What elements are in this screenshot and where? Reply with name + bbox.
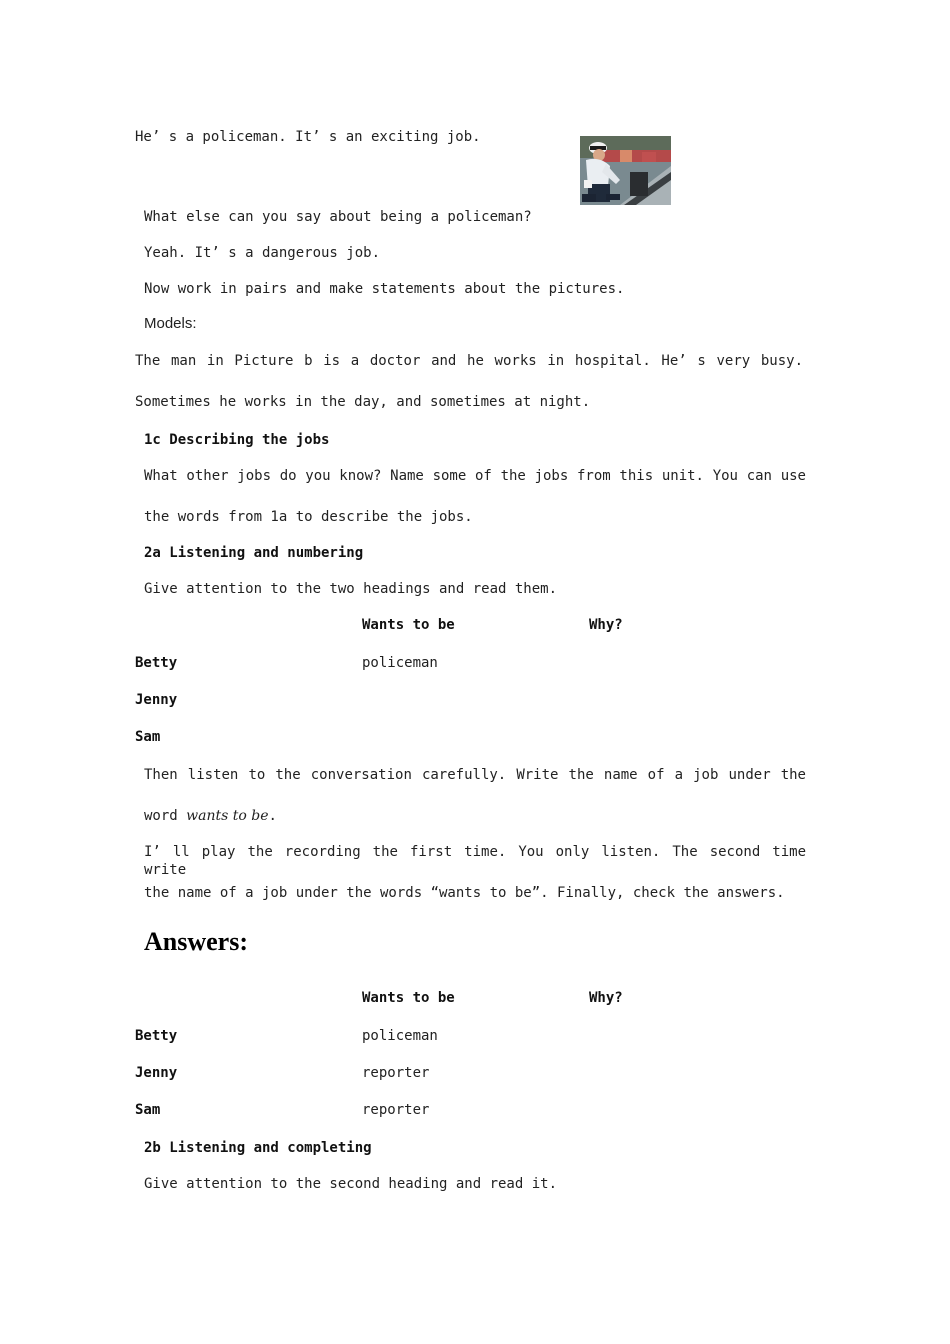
paragraph-1-word: word <box>144 808 187 824</box>
question-line: What else can you say about being a policeman? <box>144 209 532 225</box>
column-header-wants: Wants to be <box>362 617 455 633</box>
table-row-name: Betty <box>135 655 178 671</box>
paragraph-1-period: . <box>268 808 277 824</box>
table-row-name: Sam <box>135 1102 161 1118</box>
table-row-wants: reporter <box>362 1102 430 1118</box>
column-header-why: Why? <box>589 617 623 633</box>
column-header-wants: Wants to be <box>362 990 455 1006</box>
section-1c-line-1: What other jobs do you know? Name some of the jobs from this unit. You can use <box>144 468 806 484</box>
paragraph-2-line-2: the name of a job under the words “wants to be”. Finally, check the answers. <box>144 885 785 901</box>
policeman-photo-icon <box>580 136 671 205</box>
policeman-photo <box>580 136 671 205</box>
section-2b-line-1: Give attention to the second heading and read it. <box>144 1176 558 1192</box>
table-row-name: Sam <box>135 729 161 745</box>
wants-to-be-emphasis: wants to be <box>186 808 269 824</box>
paragraph-1-line-1: Then listen to the conversation carefully. Write the name of a job under the <box>144 767 806 783</box>
answer-line: Yeah. It’ s a dangerous job. <box>144 245 381 261</box>
section-1c-line-2: the words from 1a to describe the jobs. <box>144 509 473 525</box>
column-header-why: Why? <box>589 990 623 1006</box>
table-row-wants: policeman <box>362 655 438 671</box>
table-row-name: Jenny <box>135 1065 178 1081</box>
section-1c-heading: 1c Describing the jobs <box>144 432 330 448</box>
model-line-2: Sometimes he works in the day, and sometimes at night. <box>135 394 591 410</box>
answers-heading: Answers: <box>144 927 248 956</box>
table-row-wants: reporter <box>362 1065 430 1081</box>
table-row-name: Betty <box>135 1028 178 1044</box>
intro-line: He’ s a policeman. It’ s an exciting job. <box>135 129 481 145</box>
instruction-line: Now work in pairs and make statements about the pictures. <box>144 281 625 297</box>
section-2a-heading: 2a Listening and numbering <box>144 545 364 561</box>
section-2b-heading: 2b Listening and completing <box>144 1140 372 1156</box>
paragraph-2-line-1: I’ ll play the recording the first time. You only listen. The second time write <box>144 844 806 878</box>
table-row-name: Jenny <box>135 692 178 708</box>
paragraph-1-line-2 <box>144 807 277 825</box>
model-line-1: The man in Picture b is a doctor and he works in hospital. He’ s very busy. <box>135 353 803 369</box>
section-2a-line-1: Give attention to the two headings and read them. <box>144 581 558 597</box>
table-row-wants: policeman <box>362 1028 438 1044</box>
models-label: Models: <box>144 315 197 332</box>
